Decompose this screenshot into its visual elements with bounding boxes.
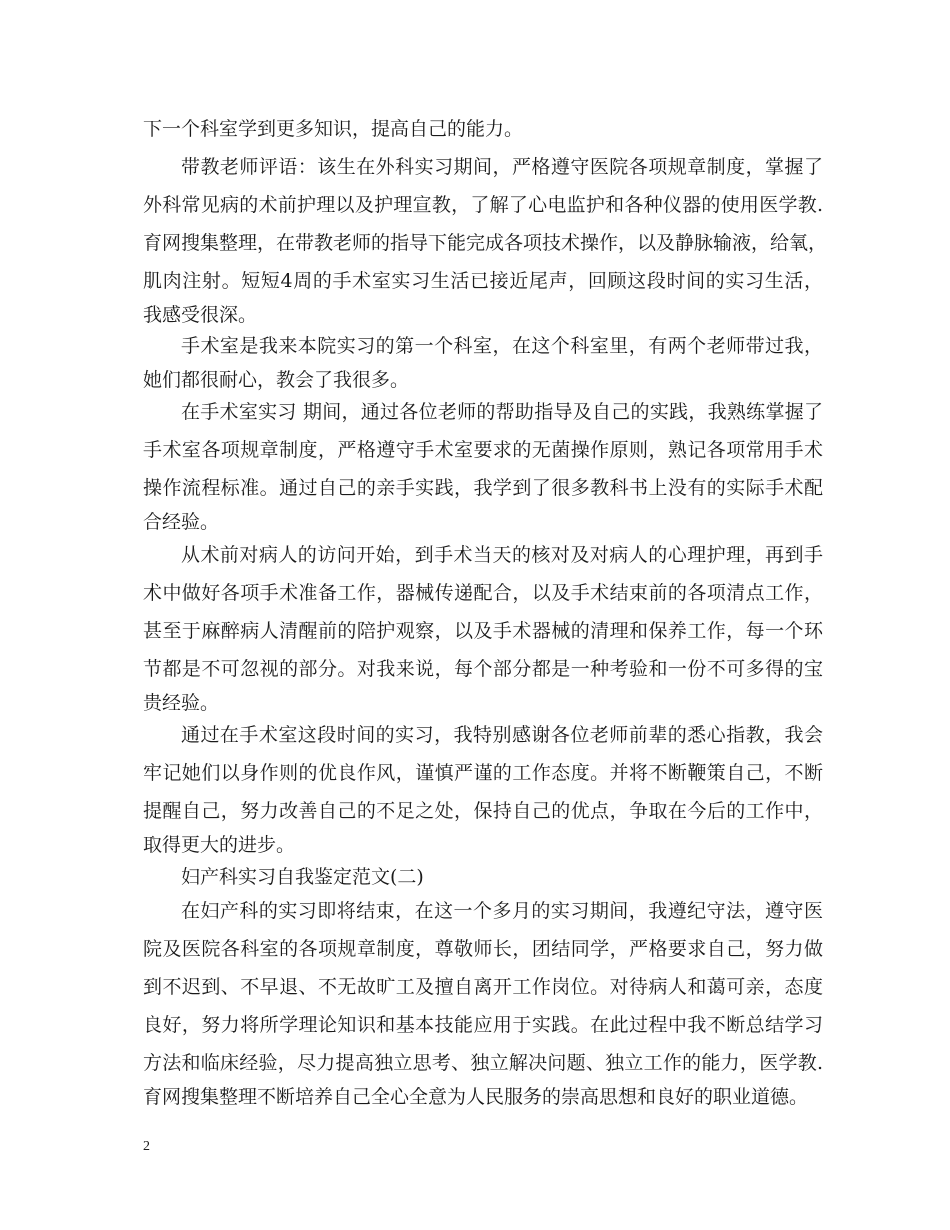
text-line: 在妇产科的实习即将结束，在这一个多月的实习期间，我遵纪守法，遵守医 [181,900,823,922]
text-line: 育网搜集整理不断培养自己全心全意为人民服务的崇高思想和良好的职业道德。 [143,1086,809,1108]
text-line: 提醒自己，努力改善自己的不足之处，保持自己的优点，争取在今后的工作中， [143,800,823,822]
section-heading: 妇产科实习自我鉴定范文(二) [181,866,424,888]
text-line: 我感受很深。 [143,304,258,326]
text-line: 操作流程标准。通过自己的亲手实践，我学到了很多教科书上没有的实际手术配 [143,477,823,499]
text-line: 下一个科室学到更多知识，提高自己的能力。 [143,118,524,140]
text-line: 甚至于麻醉病人清醒前的陪护观察，以及手术器械的清理和保养工作，每一个环 [143,620,823,642]
text-line: 方法和临床经验，尽力提高独立思考、独立解决问题、独立工作的能力，医学教. [143,1052,823,1074]
text-line: 合经验。 [143,511,220,533]
text-line: 贵经验。 [143,692,220,714]
text-line: 从术前对病人的访问开始，到手术当天的核对及对病人的心理护理，再到手 [181,544,823,566]
page-number: 2 [143,1139,150,1154]
text-line: 节都是不可忽视的部分。对我来说，每个部分都是一种考验和一份不可多得的宝 [143,658,823,680]
text-line: 手术室各项规章制度，严格遵守手术室要求的无菌操作原则，熟记各项常用手术 [143,439,823,461]
text-line: 在手术室实习 期间，通过各位老师的帮助指导及自己的实践，我熟练掌握了 [181,401,823,423]
text-line: 肌肉注射。短短4周的手术室实习生活已接近尾声，回顾这段时间的实习生活， [143,270,823,292]
text-line: 外科常见病的术前护理以及护理宣教，了解了心电监护和各种仪器的使用医学教. [143,194,823,216]
text-line: 良好，努力将所学理论知识和基本技能应用于实践。在此过程中我不断总结学习 [143,1014,823,1036]
text-line: 她们都很耐心，教会了我很多。 [143,369,410,391]
text-line: 院及医院各科室的各项规章制度，尊敬师长，团结同学，严格要求自己，努力做 [143,938,823,960]
text-line: 术中做好各项手术准备工作，器械传递配合，以及手术结束前的各项清点工作， [143,582,823,604]
text-line: 带教老师评语：该生在外科实习期间，严格遵守医院各项规章制度，掌握了 [181,156,823,178]
text-line: 通过在手术室这段时间的实习，我特别感谢各位老师前辈的悉心指教，我会 [181,724,823,746]
text-line: 育网搜集整理，在带教老师的指导下能完成各项技术操作，以及静脉输液，给氧， [143,232,828,254]
text-line: 牢记她们以身作则的优良作风，谨慎严谨的工作态度。并将不断鞭策自己，不断 [143,762,823,784]
text-line: 到不迟到、不早退、不无故旷工及擅自离开工作岗位。对待病人和蔼可亲，态度 [143,976,823,998]
text-line: 手术室是我来本院实习的第一个科室，在这个科室里，有两个老师带过我， [181,335,823,357]
text-line: 取得更大的进步。 [143,834,296,856]
